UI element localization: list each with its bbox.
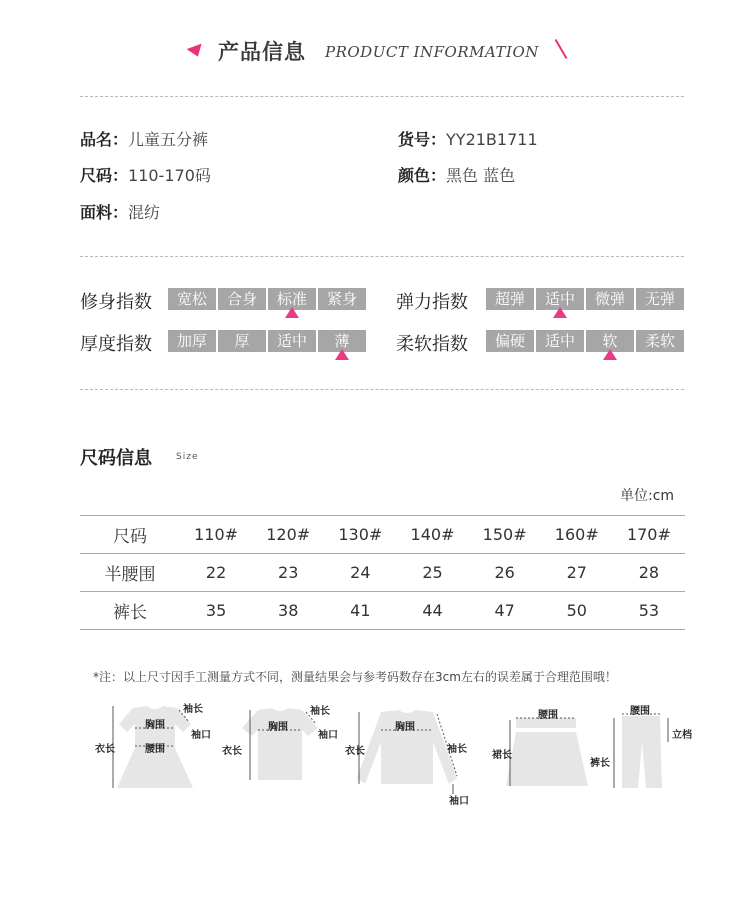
fit-index-label: 修身指数 [80, 292, 152, 313]
table-row-label: 裤长 [80, 592, 180, 630]
table-cell: 27 [541, 554, 613, 592]
sweater-icon [345, 706, 485, 806]
pants-length-label: 裤长 [590, 758, 610, 769]
table-header-cell: 140# [396, 516, 468, 554]
fit-index-scale [168, 288, 368, 310]
table-header-cell: 130# [324, 516, 396, 554]
table-cell: 38 [252, 592, 324, 630]
softness-index-scale [486, 330, 686, 352]
table-cell: 53 [613, 592, 685, 630]
sweater-length-label: 衣长 [345, 746, 365, 757]
elasticity-option: 微弹 [586, 288, 634, 310]
sweater-diagram [345, 706, 485, 806]
header-slash-icon [555, 39, 568, 59]
fit-option: 宽松 [168, 288, 216, 310]
product-color [398, 163, 515, 186]
table-row [80, 554, 685, 592]
thickness-option: 适中 [268, 330, 316, 352]
tshirt-sleeve-label: 袖长 [310, 706, 330, 717]
softness-index-label: 柔软指数 [396, 334, 468, 355]
elasticity-option-selected: 适中 [536, 288, 584, 310]
thickness-option: 厚 [218, 330, 266, 352]
size-section-title: 尺码信息 [80, 448, 152, 469]
product-sku [398, 127, 538, 150]
elasticity-index-scale [486, 288, 686, 310]
product-name-value: 儿童五分裤 [128, 130, 209, 149]
table-header-cell: 120# [252, 516, 324, 554]
section-title-en: PRODUCT INFORMATION [325, 43, 539, 61]
divider [80, 256, 684, 257]
softness-option: 适中 [536, 330, 584, 352]
tshirt-diagram [222, 700, 342, 790]
fit-option: 合身 [218, 288, 266, 310]
sweater-cuff-label: 袖口 [449, 796, 469, 807]
divider [80, 96, 684, 97]
elasticity-index-label: 弹力指数 [396, 292, 468, 313]
skirt-diagram [492, 706, 592, 796]
table-cell: 50 [541, 592, 613, 630]
product-fabric-value: 混纺 [128, 203, 161, 222]
size-table [80, 515, 685, 630]
table-cell: 41 [324, 592, 396, 630]
fit-option: 紧身 [318, 288, 366, 310]
product-name-label: 品名： [80, 130, 129, 149]
dress-chest-label: 胸围 [145, 720, 165, 731]
product-sku-label: 货号： [398, 130, 447, 149]
table-header-cell: 170# [613, 516, 685, 554]
table-header-cell: 150# [469, 516, 541, 554]
skirt-waist-label: 腰围 [538, 710, 558, 721]
table-row-label: 半腰围 [80, 554, 180, 592]
table-cell: 35 [180, 592, 252, 630]
divider [80, 389, 684, 390]
dress-sleeve-label: 袖长 [183, 704, 203, 715]
product-name [80, 127, 208, 150]
size-section-subtitle: Size [176, 452, 199, 462]
dress-length-label: 衣长 [95, 744, 115, 755]
header-triangle-icon [187, 44, 206, 60]
table-header-cell: 110# [180, 516, 252, 554]
product-fabric [80, 200, 160, 223]
softness-option: 偏硬 [486, 330, 534, 352]
unit-label: 单位:cm [620, 488, 675, 504]
tshirt-length-label: 衣长 [222, 746, 242, 757]
sweater-sleeve-label: 袖长 [447, 744, 467, 755]
table-row [80, 592, 685, 630]
product-size-label: 尺码： [80, 166, 129, 185]
pants-rise-label: 立档 [672, 730, 692, 741]
table-cell: 47 [469, 592, 541, 630]
elasticity-option: 无弹 [636, 288, 684, 310]
table-header-row [80, 516, 685, 554]
product-color-label: 颜色： [398, 166, 447, 185]
thickness-option-selected: 薄 [318, 330, 366, 352]
tshirt-cuff-label: 袖口 [318, 730, 338, 741]
table-cell: 28 [613, 554, 685, 592]
table-cell: 26 [469, 554, 541, 592]
softness-option: 柔软 [636, 330, 684, 352]
thickness-index-label: 厚度指数 [80, 334, 152, 355]
table-cell: 44 [396, 592, 468, 630]
product-sku-value: YY21B1711 [446, 130, 538, 149]
product-size-value: 110-170码 [128, 166, 211, 185]
thickness-index-scale [168, 330, 368, 352]
pants-icon [590, 706, 700, 796]
table-cell: 22 [180, 554, 252, 592]
section-title: 产品信息 [218, 40, 306, 64]
skirt-length-label: 裙长 [492, 750, 512, 761]
product-size [80, 163, 211, 186]
dress-cuff-label: 袖口 [191, 730, 211, 741]
pants-waist-label: 腰围 [630, 706, 650, 717]
product-fabric-label: 面料： [80, 203, 129, 222]
product-color-value: 黑色 蓝色 [446, 166, 516, 185]
sweater-chest-label: 胸围 [395, 722, 415, 733]
dress-waist-label: 腰围 [145, 744, 165, 755]
thickness-option: 加厚 [168, 330, 216, 352]
table-header-cell: 160# [541, 516, 613, 554]
pants-diagram [590, 706, 700, 796]
measurement-note: *注：以上尺寸因手工测量方式不同，测量结果会与参考码数存在3cm左右的误差属于合理范围哦！ [93, 670, 617, 684]
elasticity-option: 超弹 [486, 288, 534, 310]
fit-option-selected: 标准 [268, 288, 316, 310]
softness-option-selected: 软 [586, 330, 634, 352]
tshirt-chest-label: 胸围 [268, 722, 288, 733]
table-cell: 23 [252, 554, 324, 592]
table-header-cell: 尺码 [80, 516, 180, 554]
table-cell: 25 [396, 554, 468, 592]
table-cell: 24 [324, 554, 396, 592]
dress-diagram [95, 700, 215, 800]
